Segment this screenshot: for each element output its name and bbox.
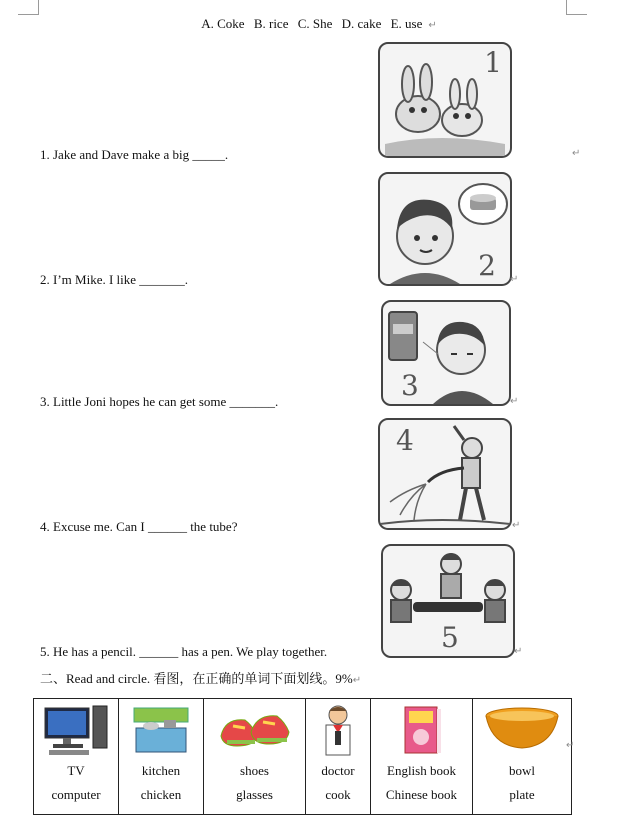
option-a: A. Coke <box>201 16 245 31</box>
picture-1-bunnies <box>378 42 512 158</box>
paragraph-mark: ↵ <box>428 20 437 31</box>
bowl-icon <box>473 699 571 759</box>
picture-number: 4 <box>396 424 414 457</box>
option-e: E. use <box>390 16 423 31</box>
option-b: B. rice <box>253 16 289 31</box>
paragraph-mark: ↵ <box>566 740 575 751</box>
option-c: C. She <box>297 16 333 31</box>
kitchen-icon <box>119 699 203 759</box>
word-option[interactable]: cook <box>325 787 351 802</box>
word-option[interactable]: TV <box>67 763 85 778</box>
picture-5-kids <box>381 544 515 658</box>
computer-icon <box>34 699 118 759</box>
section-title-text: 二、Read and circle. 看图，在正确的单词下面划线。9% <box>40 671 353 686</box>
shoes-icon <box>204 699 305 759</box>
word-option[interactable]: doctor <box>321 763 355 778</box>
question-5: 5. He has a pencil. ______ has a pen. We play together. <box>40 644 328 659</box>
word-cell <box>306 699 371 815</box>
question-1: 1. Jake and Dave make a big _____. <box>40 147 229 162</box>
doctor-icon <box>306 699 370 759</box>
paragraph-mark: ↵ <box>510 274 519 285</box>
word-option[interactable]: chicken <box>140 787 182 802</box>
picture-number: 1 <box>484 46 502 79</box>
word-option[interactable]: Chinese book <box>385 787 458 802</box>
book-icon <box>371 699 472 759</box>
answer-options <box>0 16 638 32</box>
crop-mark-top-left <box>18 0 39 15</box>
word-cell <box>34 699 119 815</box>
word-table <box>33 698 575 815</box>
word-option[interactable]: plate <box>509 787 535 802</box>
word-option[interactable]: English book <box>387 763 456 778</box>
word-cell <box>204 699 306 815</box>
section-title <box>40 668 361 687</box>
picture-number: 3 <box>401 369 419 402</box>
word-option[interactable]: shoes <box>240 763 269 778</box>
paragraph-mark: ↵ <box>514 646 523 657</box>
word-option[interactable]: kitchen <box>141 763 181 778</box>
picture-2-boy-cake <box>378 172 512 286</box>
question-2: 2. I’m Mike. I like _______. <box>40 272 189 287</box>
question-3: 3. Little Joni hopes he can get some _______. <box>40 394 279 409</box>
word-option[interactable]: glasses <box>236 787 273 802</box>
paragraph-mark: ↵ <box>352 675 362 686</box>
picture-number: 2 <box>478 249 496 282</box>
option-d: D. cake <box>341 16 382 31</box>
word-option[interactable]: bowl <box>509 763 535 778</box>
paragraph-mark: ↵ <box>512 520 521 531</box>
word-cell <box>119 699 204 815</box>
picture-4-hose <box>378 418 512 530</box>
picture-number: 5 <box>441 621 459 654</box>
crop-mark-top-right <box>566 0 587 15</box>
word-cell <box>371 699 473 815</box>
paragraph-mark: ↵ <box>572 148 581 159</box>
question-4: 4. Excuse me. Can I ______ the tube? <box>40 519 238 534</box>
paragraph-mark: ↵ <box>510 396 519 407</box>
word-cell <box>473 699 575 815</box>
picture-3-boy-coke <box>381 300 511 406</box>
word-option[interactable]: computer <box>51 787 101 802</box>
